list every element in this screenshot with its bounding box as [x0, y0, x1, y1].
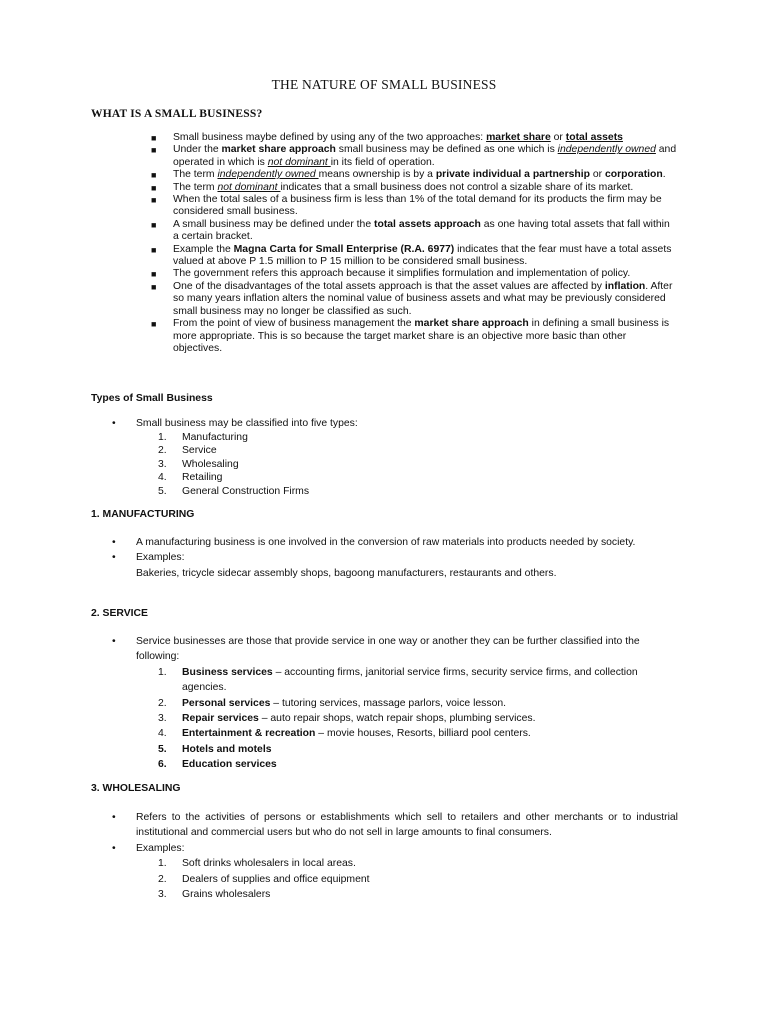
service-heading: 2. SERVICE	[91, 608, 148, 619]
list-item: 1. Soft drinks wholesalers in local areas.	[158, 858, 356, 870]
square-bullet-icon: ■	[151, 170, 157, 181]
list-item: 3. Wholesaling	[158, 458, 239, 470]
definition-list	[151, 132, 677, 355]
list-item: ■ The government refers this approach because it simplifies formulation and implementation of policy.	[151, 268, 631, 280]
list-item: • Small business may be classified into five types: 1. Manufacturing 2. Service 3. Wholesaling 4. Retailing 5. General Construction Firms	[112, 417, 678, 498]
list-item: 2. Service	[158, 445, 217, 456]
wholesaling-numbered-list	[158, 856, 678, 902]
square-bullet-icon: ■	[151, 269, 157, 280]
list-item: ■ The term independently owned means ownership is by a private individual a partnership or corporation.	[151, 169, 666, 181]
list-item: 5. Hotels and motels	[158, 743, 272, 755]
list-item: 3. Grains wholesalers	[158, 889, 271, 901]
types-list	[112, 417, 678, 498]
list-item: ■ Under the market share approach small business may be defined as one which is independently owned and operated in which is not dominant in its field of operation.	[151, 144, 677, 168]
list-item: 6. Education services	[158, 759, 277, 771]
square-bullet-icon: ■	[151, 281, 157, 292]
square-bullet-icon: ■	[151, 145, 157, 156]
list-item: ■ The term not dominant indicates that a small business does not control a sizable share of its market.	[151, 181, 634, 193]
square-bullet-icon: ■	[151, 195, 157, 206]
list-item: 2. Dealers of supplies and office equipment	[158, 873, 370, 885]
list-item: ■ When the total sales of a business firm is less than 1% of the total demand for its products the firm may be considered small business.	[151, 194, 662, 218]
types-heading: Types of Small Business	[91, 393, 213, 404]
list-item: 1. Manufacturing	[158, 431, 248, 443]
bullet-icon: •	[112, 636, 116, 647]
list-item: 4. Retailing	[158, 472, 223, 483]
list-item: • Refers to the activities of persons or establishments which sell to retailers and other merchants or to industrial institutional and commercial users but who do not sell in large amounts to final consumers.	[112, 812, 678, 839]
list-item: 2. Personal services – tutoring services, massage parlors, voice lesson.	[158, 697, 507, 709]
list-item: 5. General Construction Firms	[158, 485, 310, 497]
bullet-icon: •	[112, 418, 116, 429]
list-item: ■ A small business may be defined under the total assets approach as one having total assets that fall within a certain bracket.	[151, 218, 670, 243]
list-item: • Examples: Bakeries, tricycle sidecar assembly shops, bagoong manufacturers, restaurants and others.	[112, 552, 557, 579]
list-item: ■ Small business maybe defined by using any of the two approaches: market share or total assets	[151, 132, 623, 143]
square-bullet-icon: ■	[151, 244, 157, 255]
list-item: • Examples: 1. Soft drinks wholesalers in local areas. 2. Dealers of supplies and office equipment 3. Grains wholesalers	[112, 841, 678, 903]
square-bullet-icon: ■	[151, 133, 157, 143]
square-bullet-icon: ■	[151, 182, 157, 193]
what-is-heading: WHAT IS A SMALL BUSINESS?	[91, 108, 263, 120]
service-numbered-list	[158, 665, 678, 773]
list-item: 1. Business services – accounting firms, janitorial service firms, security service firms, and collection agencies.	[158, 666, 638, 694]
square-bullet-icon: ■	[151, 219, 157, 230]
list-item: 4. Entertainment & recreation – movie houses, Resorts, billiard pool centers.	[158, 728, 531, 740]
list-item: ■ One of the disadvantages of the total assets approach is that the asset values are affected by inflation. After so many years inflation alters the nominal value of business assets and what may be previously considered small business may no longer be classified as such.	[151, 280, 673, 317]
wholesaling-heading: 3. WHOLESALING	[91, 783, 181, 794]
list-item: ■ Example the Magna Carta for Small Enterprise (R.A. 6977) indicates that the fear must have a total assets valued at above P 1.5 million to P 15 million to be considered small business.	[151, 243, 672, 268]
list-item: • Service businesses are those that provide service in one way or another they can be further classified into the following: 1. Business services – accounting firms, janitorial service firms, security service firms, and collection agencies. 2. Personal services – tutoring services, massage parlors, voice lesson. 3. Repair services – auto repair shops, watch repair shops, plumbing services. 4. Entertainment & recreation – movie houses, Resorts, billiard pool centers. 5. Hotels and motels 6. Education services	[112, 634, 678, 773]
page-title: THE NATURE OF SMALL BUSINESS	[271, 77, 497, 92]
list-item: • A manufacturing business is one involved in the conversion of raw materials into products needed by society.	[112, 535, 678, 550]
bullet-icon: •	[112, 552, 116, 564]
service-list	[112, 634, 678, 773]
bullet-icon: •	[112, 812, 116, 823]
list-item: 3. Repair services – auto repair shops, watch repair shops, plumbing services.	[158, 713, 536, 725]
manufacturing-list	[112, 535, 678, 581]
list-item: ■ From the point of view of business management the market share approach in defining a small business is more appropriate. This is so because the target market share is an objective more basic than other objectives.	[151, 318, 670, 354]
bullet-icon: •	[112, 842, 116, 854]
wholesaling-list	[112, 810, 678, 902]
square-bullet-icon: ■	[151, 319, 157, 330]
types-numbered-list	[158, 431, 678, 499]
bullet-icon: •	[112, 537, 116, 548]
manufacturing-heading: 1. MANUFACTURING	[91, 509, 195, 520]
